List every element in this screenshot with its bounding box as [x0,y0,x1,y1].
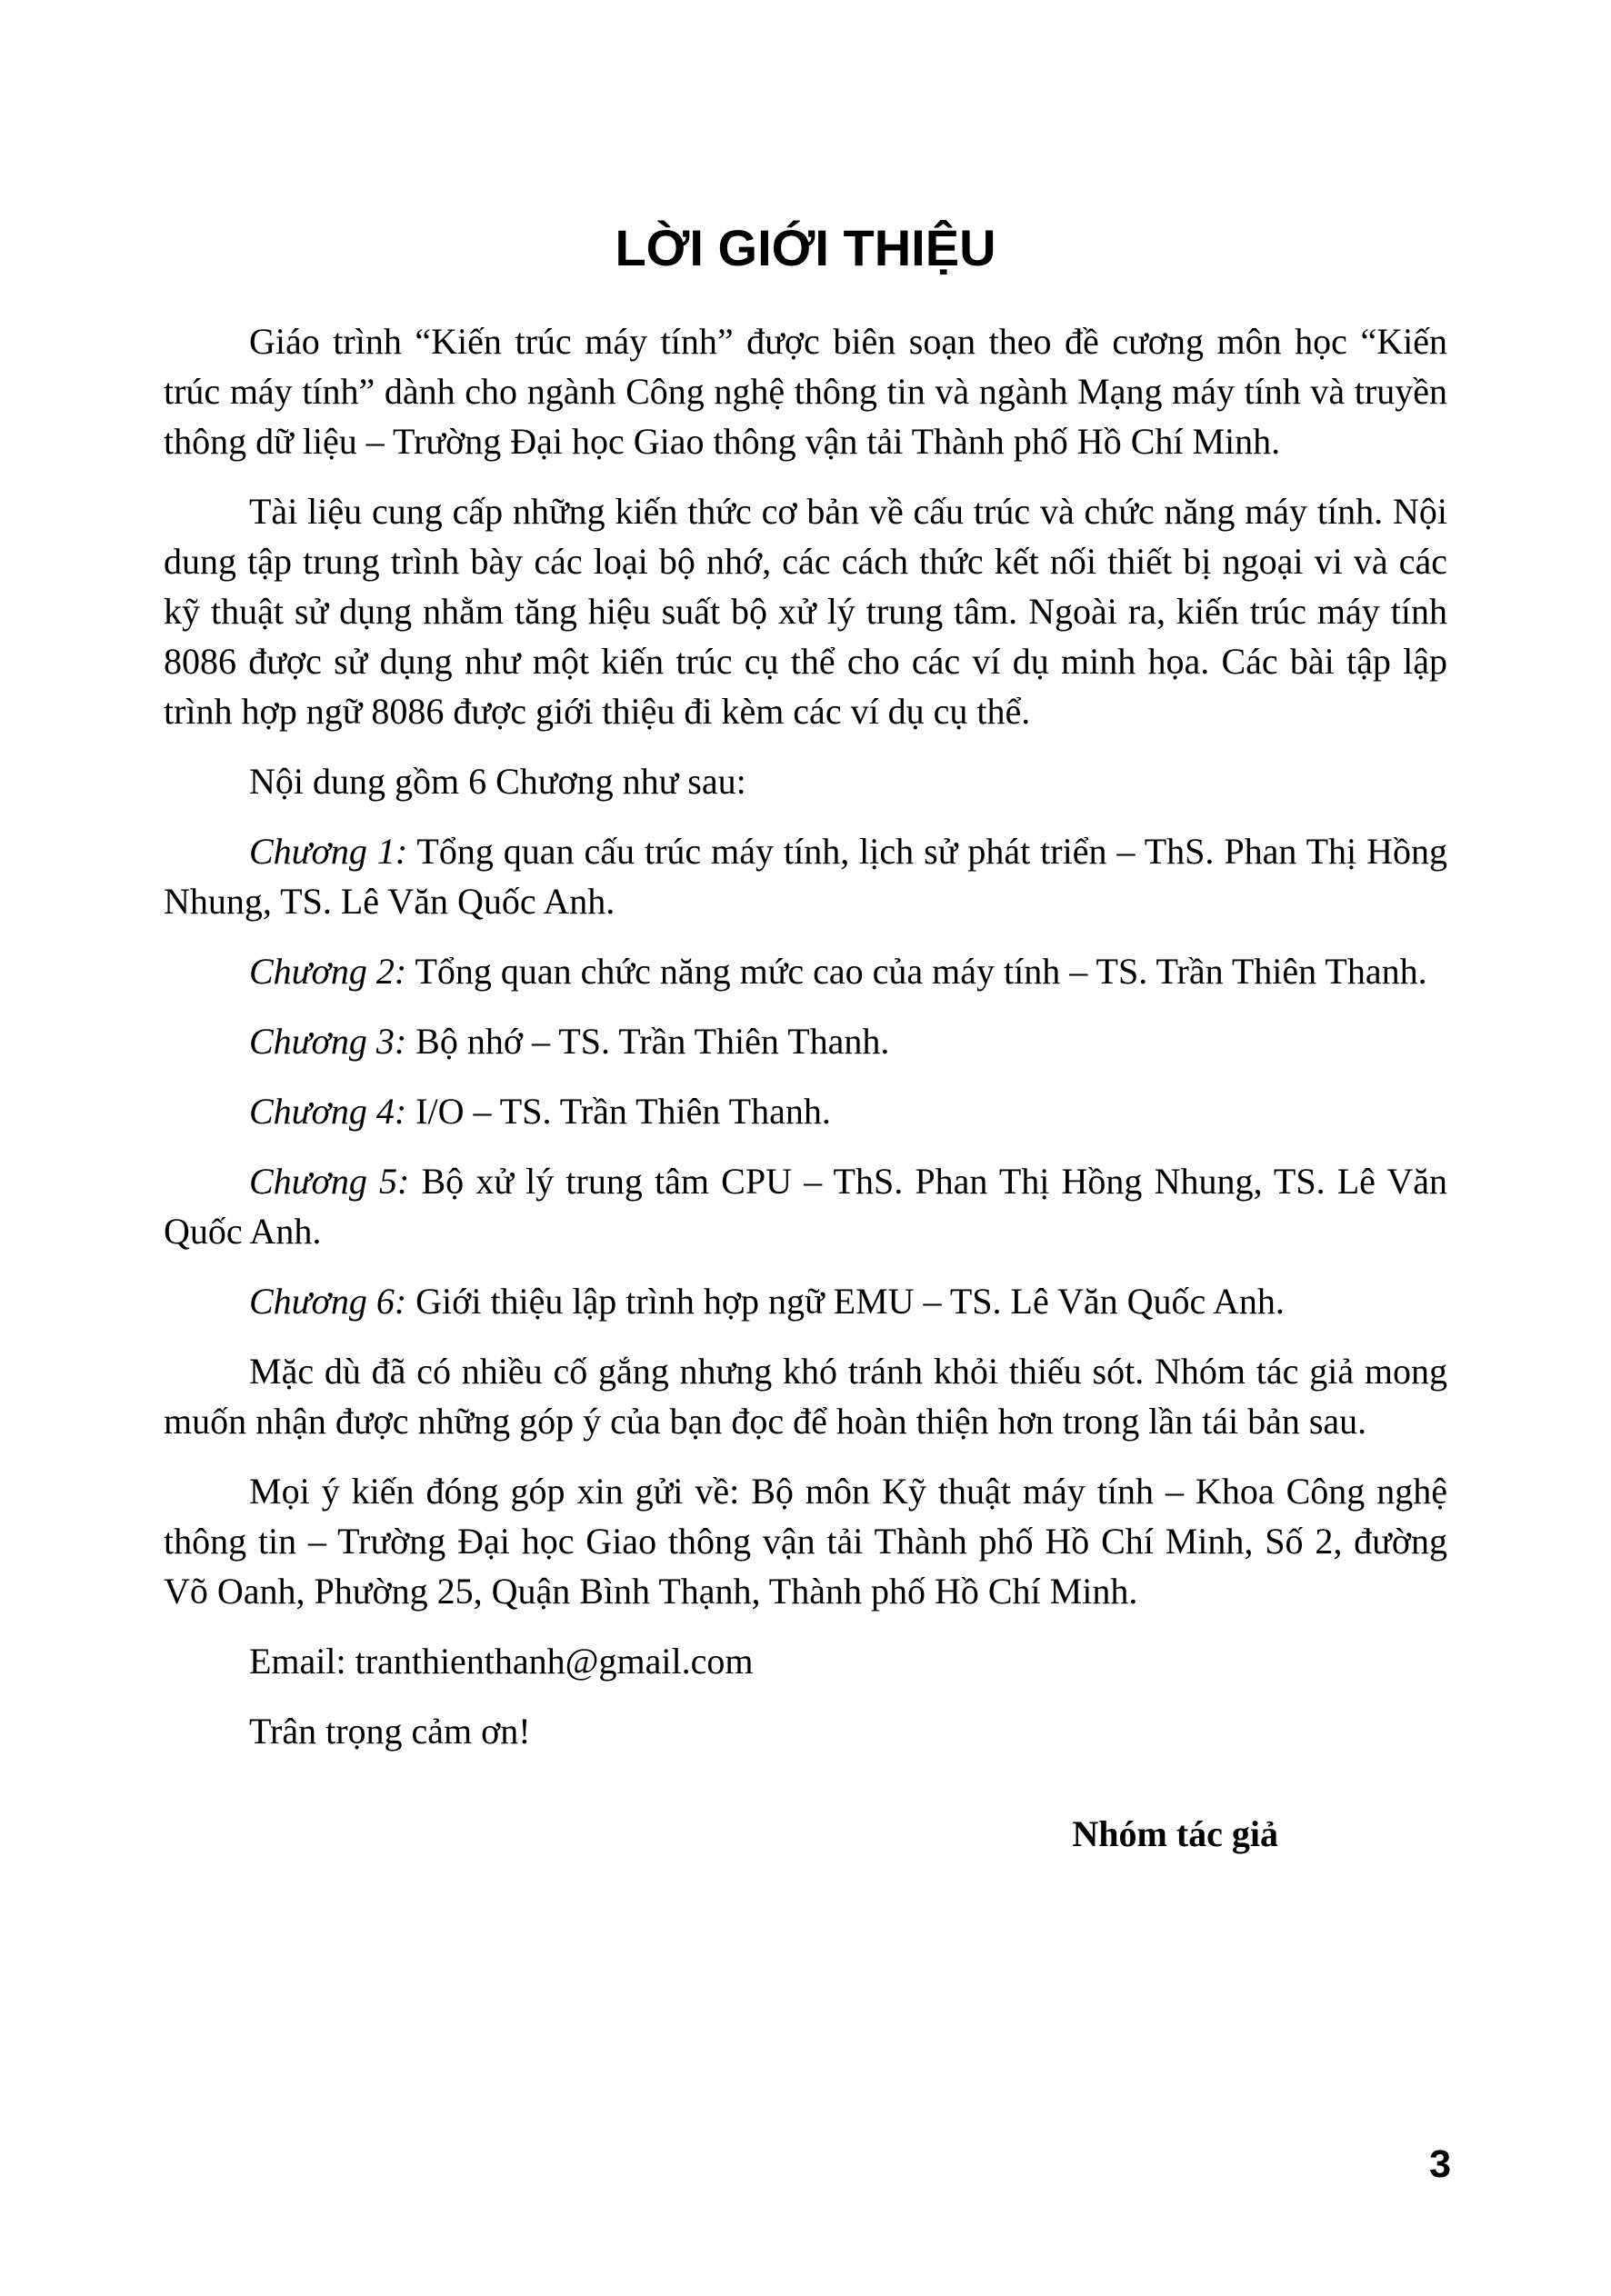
chapter-item-6 [164,1276,1447,1326]
closing-paragraph-2: Mọi ý kiến đóng góp xin gửi về: Bộ môn Kỹ thuật máy tính – Khoa Công nghệ thông tin – Trường Đại học Giao thông vận tải Thành phố Hồ Chí Minh, Số 2, đường Võ Oanh, Phường 25, Quận Bình Thạnh, Thành phố Hồ Chí Minh. [164,1471,1447,1612]
chapter-item-2 [164,946,1447,996]
chapters-heading: Nội dung gồm 6 Chương như sau: [249,761,746,802]
chapter-item-4 [164,1086,1447,1136]
page-number: 3 [1429,2142,1451,2186]
text-block [164,0,1447,1859]
email-line: Email: tranthienthanh@gmail.com [249,1641,754,1682]
chapter-description: Bộ nhớ – TS. Trần Thiên Thanh. [415,1021,890,1062]
closing-paragraph-1: Mặc dù đã có nhiều cố gắng nhưng khó tránh khỏi thiếu sót. Nhóm tác giả mong muốn nhận được những góp ý của bạn đọc để hoàn thiện hơn trong lần tái bản sau. [164,1351,1447,1442]
chapter-label: Chương 3: [249,1021,407,1062]
chapter-description: Giới thiệu lập trình hợp ngữ EMU – TS. Lê Văn Quốc Anh. [415,1281,1285,1322]
chapter-label: Chương 6: [249,1281,407,1322]
page-title: LỜI GIỚI THIỆU [615,219,996,276]
chapter-item-1 [164,826,1447,926]
chapter-item-5 [164,1156,1447,1256]
chapter-label: Chương 5: [249,1161,410,1202]
chapter-description: Tổng quan cấu trúc máy tính, lịch sử phát triển – ThS. Phan Thị Hồng Nhung, TS. Lê Văn Quốc Anh. [164,831,1447,922]
chapter-description: I/O – TS. Trần Thiên Thanh. [415,1091,831,1132]
signature: Nhóm tác giả [1072,1813,1278,1854]
chapter-description: Bộ xử lý trung tâm CPU – ThS. Phan Thị Hồng Nhung, TS. Lê Văn Quốc Anh. [164,1161,1447,1252]
chapter-label: Chương 1: [249,831,408,872]
chapter-description: Tổng quan chức năng mức cao của máy tính – TS. Trần Thiên Thanh. [415,951,1427,992]
chapter-label: Chương 2: [249,951,407,992]
intro-paragraph-1: Giáo trình “Kiến trúc máy tính” được biên soạn theo đề cương môn học “Kiến trúc máy tính” dành cho ngành Công nghệ thông tin và ngành Mạng máy tính và truyền thông dữ liệu – Trường Đại học Giao thông vận tải Thành phố Hồ Chí Minh. [164,321,1447,462]
chapter-label: Chương 4: [249,1091,407,1132]
intro-paragraph-2: Tài liệu cung cấp những kiến thức cơ bản về cấu trúc và chức năng máy tính. Nội dung tập trung trình bày các loại bộ nhớ, các cách thức kết nối thiết bị ngoại vi và các kỹ thuật sử dụng nhằm tăng hiệu suất bộ xử lý trung tâm. Ngoài ra, kiến trúc máy tính 8086 được sử dụng như một kiến trúc cụ thể cho các ví dụ minh họa. Các bài tập lập trình hợp ngữ 8086 được giới thiệu đi kèm các ví dụ cụ thể. [164,491,1447,732]
chapter-item-3 [164,1016,1447,1066]
thanks-line: Trân trọng cảm ơn! [249,1711,531,1752]
